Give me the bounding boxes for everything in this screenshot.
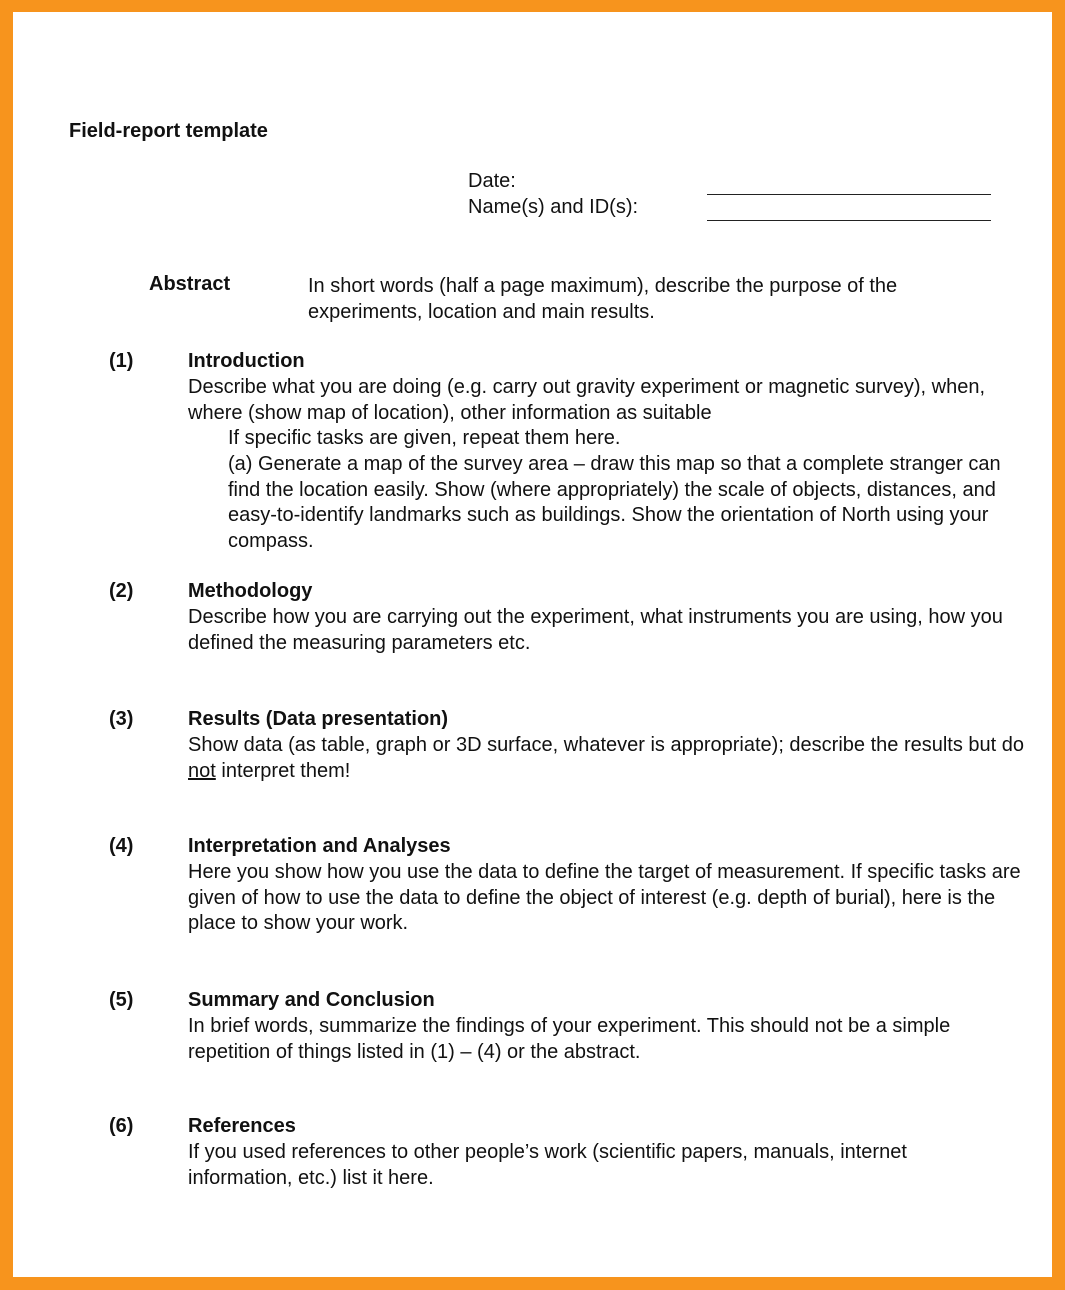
abstract-heading: Abstract [149,273,231,295]
results-body-start: Show data (as table, graph or 3D surface, whatever is appropriate); describe the results but do [188,734,1025,756]
section-title: Methodology [188,580,313,602]
date-label: Date: [468,170,516,192]
date-blank-line [707,172,991,195]
section-title: Interpretation and Analyses [188,835,451,857]
section-body: Describe how you are carrying out the experiment, what instruments you are using, how you defined the measuring parameters etc. [188,606,1003,654]
section-indent-note: If specific tasks are given, repeat them here. [228,427,621,449]
names-ids-label: Name(s) and ID(s): [468,196,639,218]
section-number: (1) [109,350,134,372]
section-body: Here you show how you use the data to define the target of measurement. If specific tasks are given of how to use the data to define the object of interest (e.g. depth of burial), here is the place to show your work. [188,861,1021,934]
section-body: In brief words, summarize the findings of your experiment. This should not be a simple repetition of things listed in (1) – (4) or the abstract. [188,1015,951,1063]
names-ids-blank-line [707,198,991,221]
section-title: Summary and Conclusion [188,989,435,1011]
document-title: Field-report template [69,120,268,142]
section-number: (2) [109,580,134,602]
section-body: If you used references to other people’s work (scientific papers, manuals, internet information, etc.) list it here. [188,1141,907,1189]
section-number: (4) [109,835,134,857]
section-number: (5) [109,989,134,1011]
section-body [188,733,1028,784]
section-title: Introduction [188,350,305,372]
section-number: (6) [109,1115,134,1137]
section-number: (3) [109,708,134,730]
section-title: Results (Data presentation) [188,708,449,730]
section-title: References [188,1115,296,1137]
section-indent-task: (a) Generate a map of the survey area – draw this map so that a complete stranger can find the location easily. Show (where appropriately) the scale of objects, distances, and easy-to-identify landmarks such as buildings. Show the orientation of North using your compass. [228,453,1001,552]
results-body-end: interpret them! [221,759,351,782]
abstract-text: In short words (half a page maximum), describe the purpose of the experiments, location and main results. [308,275,898,323]
results-body-emphasis: not [188,759,216,782]
section-body: Describe what you are doing (e.g. carry out gravity experiment or magnetic survey), when, where (show map of location), other information as suitable [188,376,986,424]
